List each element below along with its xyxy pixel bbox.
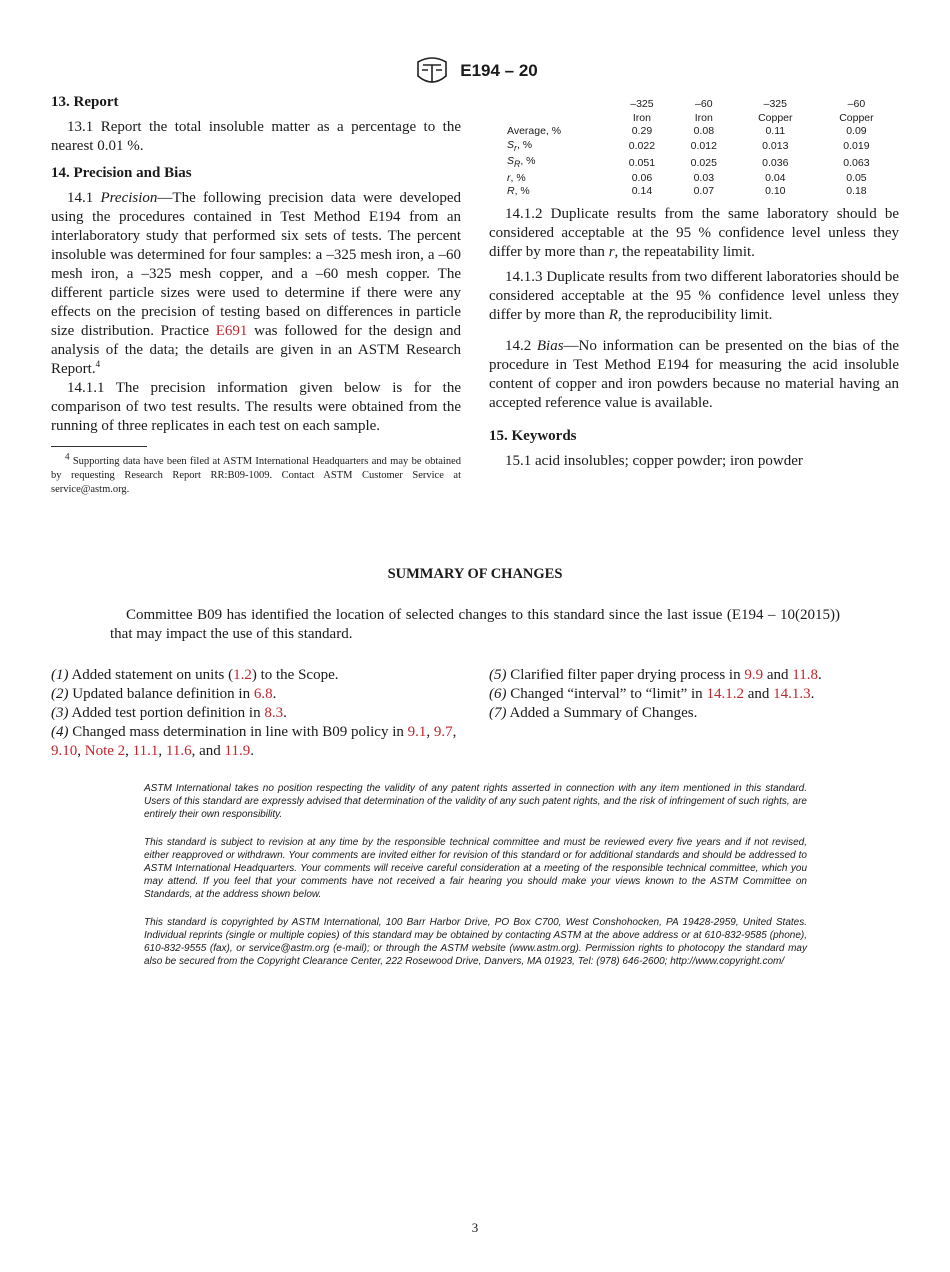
ref-link[interactable]: 9.7: [433, 724, 453, 740]
e691-link[interactable]: E691: [215, 323, 248, 339]
ref-link[interactable]: 14.1.3: [773, 686, 811, 702]
changes-list-left: [51, 666, 461, 761]
changes-list-right: [489, 666, 899, 723]
footnote-divider: [51, 446, 147, 447]
ref-link[interactable]: 9.1: [407, 724, 427, 740]
paragraph-13-1: 13.1 Report the total insoluble matter as a percentage to the nearest 0.01 %.: [51, 119, 461, 154]
ref-link[interactable]: 1.2: [233, 667, 252, 683]
list-item: (2) Updated balance definition in 6.8.: [51, 686, 277, 702]
list-item: (1) Added statement on units (1.2) to the Scope.: [51, 667, 339, 683]
summary-title: SUMMARY OF CHANGES: [387, 566, 563, 582]
table-header-row: Iron Iron Copper Copper: [632, 111, 874, 124]
ref-link[interactable]: 11.1: [132, 743, 159, 759]
paragraph-14-1-1: 14.1.1 The precision information given below is for the comparison of two test results. The results were obtained from the running of three replicates in each test on each sample.: [51, 380, 461, 434]
paragraph-14-1-2: 14.1.2 Duplicate results from the same laboratory should be considered acceptable at the 95 % confidence level unless they differ by more than r, the repeatability limit.: [489, 205, 899, 260]
page-header: [0, 56, 950, 86]
ref-link[interactable]: 14.1.2: [706, 686, 744, 702]
list-item: (4) Changed mass determination in line with B09 policy in 9.1, 9.7, 9.10, Note 2, 11.1, 11.6, and 11.9.: [51, 724, 457, 759]
precision-table: [489, 98, 897, 199]
ref-link[interactable]: 11.9: [224, 743, 251, 759]
page-number: 3: [471, 1220, 479, 1235]
ref-link[interactable]: 11.6: [165, 743, 192, 759]
table-header-row: –325 –60 –325 –60: [630, 98, 866, 110]
right-column: [489, 98, 899, 471]
legal-notices: [144, 782, 807, 983]
paragraph-14-1-3: 14.1.3 Duplicate results from two different laboratories should be considered acceptable at the 95 % confidence level unless they differ by more than R, the reproducibility limit.: [489, 268, 899, 323]
table-row: R, % 0.14 0.07 0.10 0.18: [507, 185, 867, 198]
ref-link[interactable]: 9.9: [744, 667, 764, 683]
paragraph-14-1: 14.1 Precision—The following precision data were developed using the procedures contained in Test Method E194 from an interlaboratory study that performed six sets of tests. The percent insoluble was determined for four samples: a –325 mesh iron, a –60 mesh iron, a –325 mesh copper, and a –60 mesh copper. The different particle sizes were used to determine if there were any effects on the precision of testing based on differences in particle size distribution. Practice E691 was followed for the design and analysis of the data; the details are given in an ASTM Research Report.$^4$: [51, 190, 462, 377]
summary-intro: Committee B09 has identified the location of selected changes to this standard since the last issue (E194 – 10(2015)) that may impact the use of this standard.: [110, 607, 840, 642]
section-13-heading: 13. Report: [51, 94, 119, 110]
list-item: (7) Added a Summary of Changes.: [489, 705, 698, 721]
ref-link[interactable]: 8.3: [264, 705, 284, 721]
footnote-4: $^4$ Supporting data have been filed at ASTM International Headquarters and may be obtained by requesting Research Report RR:B09-1009. Contact ASTM Customer Service at service@astm.org.: [51, 451, 461, 495]
paragraph-15-1: 15.1 acid insolubles; copper powder; iron powder: [505, 452, 803, 469]
ref-link[interactable]: 11.8: [792, 667, 818, 683]
ref-link[interactable]: 6.8: [253, 686, 273, 702]
copyright-notice: This standard is copyrighted by ASTM International, 100 Barr Harbor Drive, PO Box C700, West Conshohocken, PA 19428-2959, United States. Individual reprints (single or multiple copies) of this standard may be obtained by contacting ASTM at the above address or at 610-832-9585 (phone), 610-832-9555 (fax), or service@astm.org (e-mail); or through the ASTM website (www.astm.org). Permission rights to photocopy the standard may also be secured from the Copyright Clearance Center, 222 Rosewood Drive, Danvers, MA 01923, Tel: (978) 646-2600; http://www.copyright.com/: [144, 917, 807, 967]
patent-notice: ASTM International takes no position respecting the validity of any patent rights asserted in connection with any item mentioned in this standard. Users of this standard are expressly advised that determination of the validity of any such patent rights, and the risk of infringement of such rights, are entirely their own responsibility.: [144, 783, 807, 820]
revision-notice: This standard is subject to revision at any time by the responsible technical committee and must be reviewed every five years and if not revised, either reapproved or withdrawn. Your comments are invited either for revision of this standard or for additional standards and should be addressed to ASTM International Headquarters. Your comments will receive careful consideration at a meeting of the responsible technical committee, which you may attend. If you feel that your comments have not received a fair hearing you should make your views known to the ASTM Committee on Standards, at the address shown below.: [144, 837, 807, 900]
list-item: (3) Added test portion definition in 8.3.: [51, 705, 287, 721]
table-row: $S_R$, % 0.051 0.025 0.036 0.063: [507, 155, 870, 170]
table-row: $S_r$, % 0.022 0.012 0.013 0.019: [507, 138, 870, 153]
standard-designation: E194 – 20: [460, 61, 538, 80]
section-14-heading: 14. Precision and Bias: [51, 165, 192, 181]
footnote-ref-4: 4: [95, 359, 101, 369]
table-row: r, % 0.06 0.03 0.04 0.05: [507, 171, 867, 184]
ref-link[interactable]: Note 2: [84, 743, 126, 759]
section-15-heading: 15. Keywords: [489, 427, 577, 444]
list-item: (5) Clarified filter paper drying process in 9.9 and 11.8.: [489, 667, 822, 683]
astm-logo-icon: [412, 56, 452, 86]
left-column: [51, 93, 461, 497]
table-row: Average, % 0.29 0.08 0.11 0.09: [507, 125, 867, 137]
paragraph-14-2: 14.2 Bias—No information can be presented on the bias of the procedure in Test Method E194 for measuring the acid insoluble content of copper and iron powders because no material having an accepted reference value is available.: [489, 337, 900, 411]
list-item: (6) Changed “interval” to “limit” in 14.1.2 and 14.1.3.: [489, 686, 815, 702]
ref-link[interactable]: 9.10: [51, 743, 78, 759]
